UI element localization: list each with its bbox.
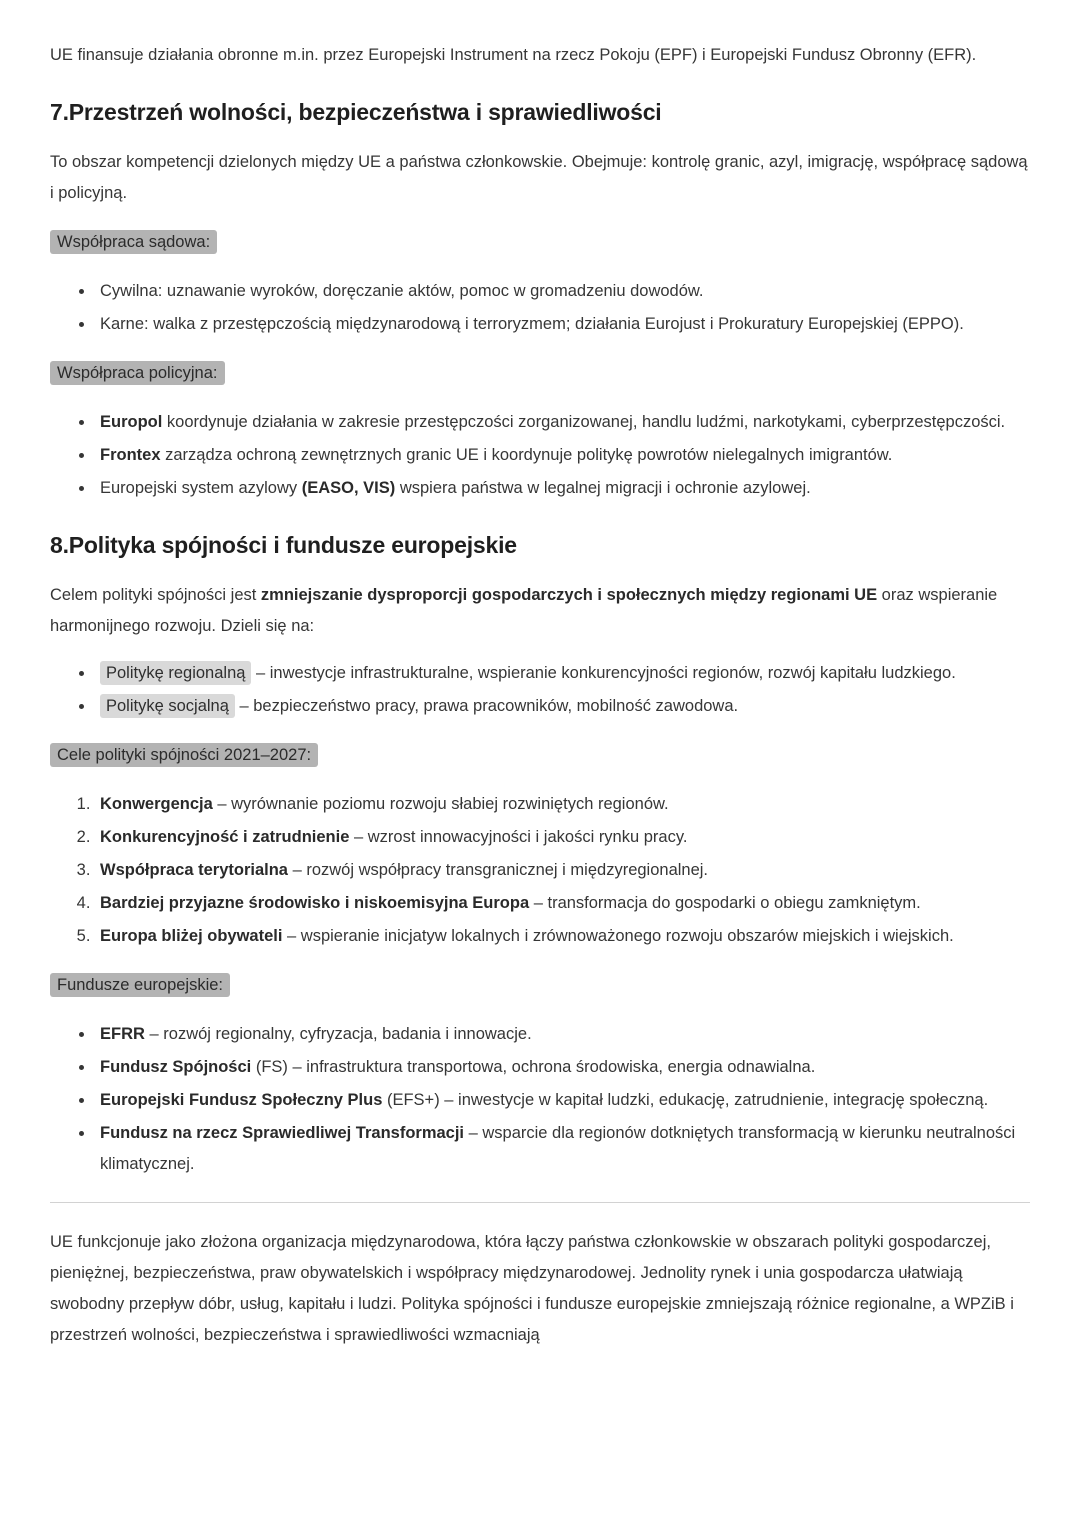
list-item-europol <box>95 407 1030 438</box>
police-cooperation-label-row <box>50 358 1030 389</box>
paragraph-text: Celem polityki spójności jest <box>50 586 261 604</box>
list-item-term: Fundusz na rzecz Sprawiedliwej Transformacji <box>100 1124 465 1142</box>
police-cooperation-list <box>50 407 1030 504</box>
list-item-territorial-cooperation <box>95 855 1030 886</box>
list-item-text: Cywilna: uznawanie wyroków, doręczanie aktów, pomoc w gromadzeniu dowodów. <box>100 282 704 300</box>
cohesion-goals-list <box>50 789 1030 952</box>
list-item-text: – rozwój współpracy transgranicznej i międzyregionalnej. <box>287 861 709 879</box>
european-funds-label: Fundusze europejskie: <box>50 973 230 997</box>
list-item-text: – rozwój regionalny, cyfryzacja, badania i innowacje. <box>144 1025 532 1043</box>
judicial-cooperation-list <box>50 276 1030 340</box>
list-item-term: Frontex <box>100 446 161 464</box>
list-item-term: Współpraca terytorialna <box>100 861 288 879</box>
list-item-term: EFRR <box>100 1025 145 1043</box>
list-item-europe-closer-to-citizens <box>95 921 1030 952</box>
european-funds-list <box>50 1019 1030 1180</box>
judicial-cooperation-label: Współpraca sądowa: <box>50 230 217 254</box>
cohesion-goals-label-row <box>50 740 1030 771</box>
section-divider <box>50 1202 1030 1203</box>
list-item-text: – bezpieczeństwo pracy, prawa pracowników, mobilność zawodowa. <box>234 697 739 715</box>
paragraph-text: oraz wspieranie harmonijnego rozwoju. Dzieli się na: <box>50 586 998 635</box>
list-item-text: (EFS+) – inwestycje w kapitał ludzki, edukację, zatrudnienie, integrację społeczną. <box>382 1091 989 1109</box>
list-item-term: Fundusz Spójności <box>100 1058 252 1076</box>
list-item-asylum-system <box>95 473 1030 504</box>
list-item-frontex <box>95 440 1030 471</box>
list-item-text: koordynuje działania w zakresie przestępczości zorganizowanej, handlu ludźmi, narkotykami, cyberprzestępczości. <box>162 413 1006 431</box>
section-8-heading: 8.Polityka spójności i fundusze europejskie <box>50 532 517 558</box>
section-7-intro-paragraph: To obszar kompetencji dzielonych między UE a państwa członkowskie. Obejmuje: kontrolę granic, azyl, imigrację, współpracę sądową i policyjną. <box>50 153 1028 202</box>
list-item-civil-cooperation <box>95 276 1030 307</box>
list-item-text: zarządza ochroną zewnętrznych granic UE i koordynuje politykę powrotów nielegalnych imigrantów. <box>160 446 893 464</box>
list-item-text: Karne: walka z przestępczością międzynarodową i terroryzmem; działania Eurojust i Prokuratury Europejskiej (EPPO). <box>100 315 964 333</box>
paragraph-bold-text: zmniejszanie dysproporcji gospodarczych i społecznych między regionami UE <box>260 586 878 604</box>
list-item-term: Konwergencja <box>100 795 213 813</box>
list-item-text: – wsparcie dla regionów dotkniętych transformacją w kierunku neutralności klimatycznej. <box>100 1124 1016 1173</box>
highlighted-term: Politykę socjalną <box>100 694 235 718</box>
list-item-text: – wspieranie inicjatyw lokalnych i zrównoważonego rozwoju obszarów miejskich i wiejskich. <box>282 927 954 945</box>
list-item-text: – inwestycje infrastrukturalne, wspieranie konkurencyjności regionów, rozwój kapitału ludzkiego. <box>251 664 956 682</box>
list-item-just-transition-fund <box>95 1118 1030 1180</box>
cohesion-goals-label: Cele polityki spójności 2021–2027: <box>50 743 318 767</box>
list-item-text: wspiera państwa w legalnej migracji i ochronie azylowej. <box>395 479 811 497</box>
list-item-text: (FS) – infrastruktura transportowa, ochrona środowiska, energia odnawialna. <box>251 1058 816 1076</box>
cohesion-policy-list <box>50 658 1030 722</box>
list-item-convergence <box>95 789 1030 820</box>
list-item-term: Europa bliżej obywateli <box>100 927 283 945</box>
list-item-cohesion-fund <box>95 1052 1030 1083</box>
section-8-intro-paragraph <box>50 580 1030 642</box>
list-item-term: Bardziej przyjazne środowisko i niskoemisyjna Europa <box>100 894 530 912</box>
list-item-text: – wzrost innowacyjności i jakości rynku pracy. <box>349 828 688 846</box>
list-item-text: – wyrównanie poziomu rozwoju słabiej rozwiniętych regionów. <box>212 795 669 813</box>
list-item-regional-policy <box>95 658 1030 689</box>
list-item-green-europe <box>95 888 1030 919</box>
judicial-cooperation-label-row <box>50 227 1030 258</box>
european-funds-label-row <box>50 970 1030 1001</box>
list-item-text: Europejski system azylowy <box>100 479 302 497</box>
list-item-efrr <box>95 1019 1030 1050</box>
section-7-heading: 7.Przestrzeń wolności, bezpieczeństwa i sprawiedliwości <box>50 99 662 125</box>
police-cooperation-label: Współpraca policyjna: <box>50 361 225 385</box>
highlighted-term: Politykę regionalną <box>100 661 251 685</box>
list-item-text: – transformacja do gospodarki o obiegu zamkniętym. <box>529 894 921 912</box>
list-item-esf-plus <box>95 1085 1030 1116</box>
list-item-term: Europejski Fundusz Społeczny Plus <box>100 1091 383 1109</box>
list-item-social-policy <box>95 691 1030 722</box>
list-item-competitiveness <box>95 822 1030 853</box>
list-item-term: (EASO, VIS) <box>301 479 396 497</box>
list-item-term: Europol <box>100 413 163 431</box>
list-item-criminal-cooperation <box>95 309 1030 340</box>
list-item-term: Konkurencyjność i zatrudnienie <box>100 828 350 846</box>
paragraph-defense-funding: UE finansuje działania obronne m.in. przez Europejski Instrument na rzecz Pokoju (EPF) i Europejski Fundusz Obronny (EFR). <box>50 46 977 64</box>
summary-paragraph: UE funkcjonuje jako złożona organizacja międzynarodowa, która łączy państwa członkowskie w obszarach polityki gospodarczej, pieniężnej, bezpieczeństwa, praw obywatelskich i współpracy międzynarodowej. Jednolity rynek i unia gospodarcza ułatwiają swobodny przepływ dóbr, usług, kapitału i ludzi. Polityka spójności i fundusze europejskie zmniejszają różnice regionalne, a WPZiB i przestrzeń wolności, bezpieczeństwa i sprawiedliwości wzmacniają <box>50 1233 1014 1344</box>
